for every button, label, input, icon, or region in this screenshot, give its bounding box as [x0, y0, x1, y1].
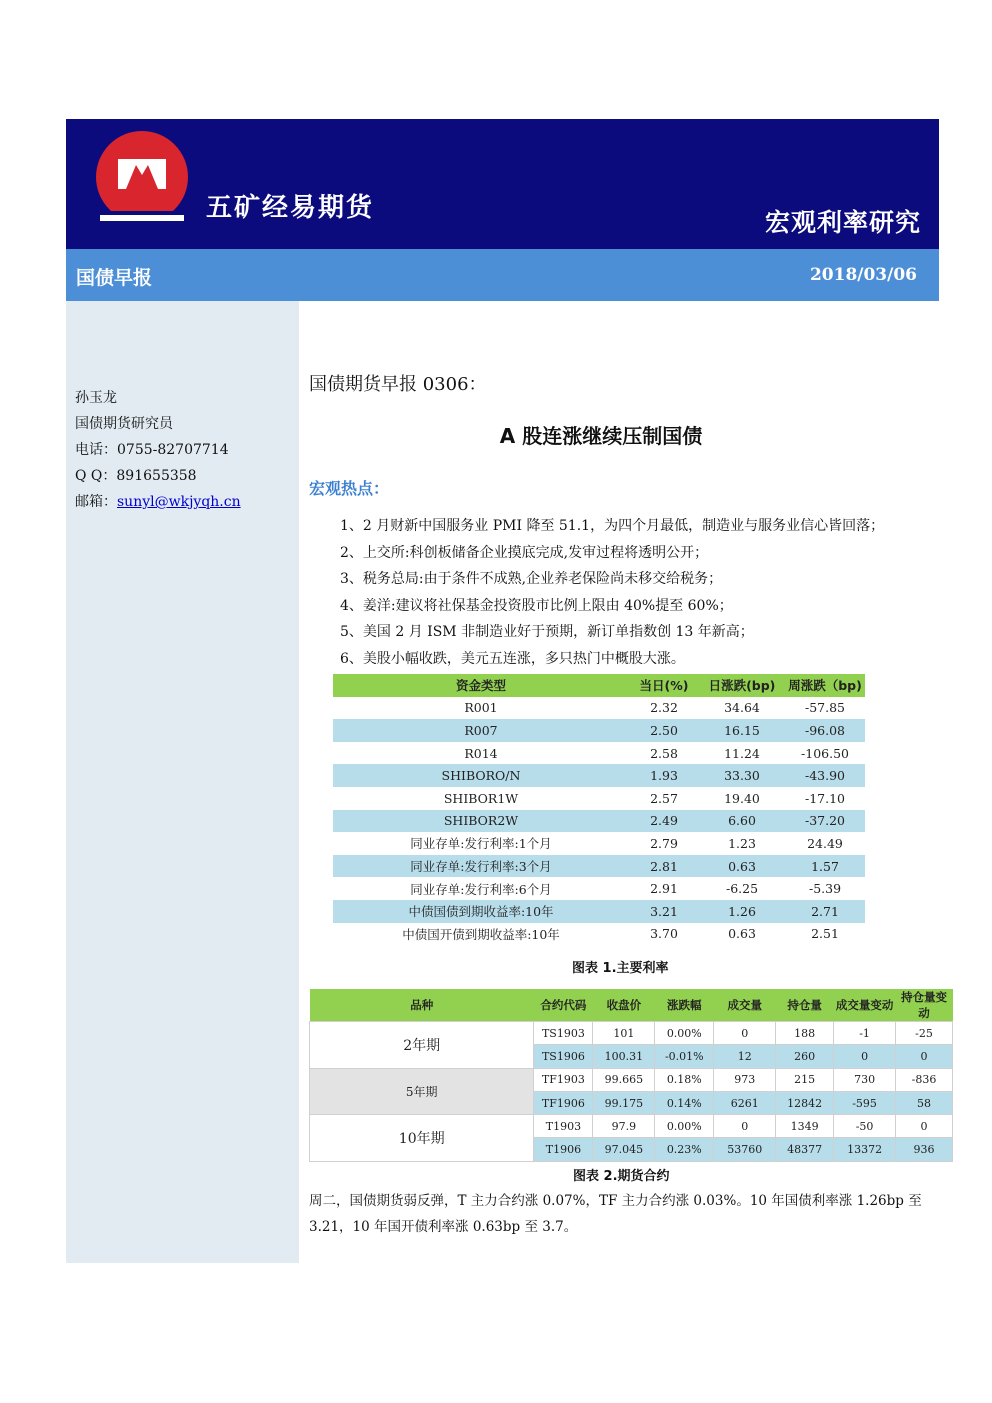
column-header: 周涨跌（bp) — [785, 674, 865, 697]
table-row — [333, 855, 865, 878]
table-cell: 0.00% — [655, 1022, 714, 1045]
news-item: 1、2 月财新中国服务业 PMI 降至 51.1，为四个月最低，制造业与服务业信心皆回落； — [340, 518, 885, 534]
table-cell: 101 — [593, 1022, 655, 1045]
table-cell: 2.50 — [629, 719, 699, 742]
futures-table — [309, 989, 953, 1162]
table-row — [333, 832, 865, 855]
company-name: 五矿经易期货 — [206, 193, 375, 223]
table-cell: 2.51 — [811, 926, 839, 942]
table-cell: TF1906 — [534, 1091, 593, 1114]
table-cell: 97.045 — [593, 1138, 655, 1161]
table-row — [333, 787, 865, 810]
table-cell: 188 — [776, 1022, 834, 1045]
table-cell: TS1903 — [534, 1022, 593, 1045]
table-cell: 1.23 — [728, 835, 756, 851]
table-cell: 1.93 — [629, 764, 699, 787]
table-cell: -43.90 — [785, 764, 865, 787]
news-item: 4、姜洋:建议将社保基金投资股市比例上限由 40%提至 60%； — [340, 597, 733, 614]
author-info — [75, 385, 241, 515]
news-list — [340, 513, 884, 672]
table-cell: 0.00% — [655, 1115, 714, 1138]
variety-cell: 10年期 — [310, 1115, 534, 1162]
column-header: 成交量 — [714, 989, 776, 1022]
table-row — [333, 900, 865, 923]
report-header — [66, 119, 939, 249]
table-cell: 24.49 — [807, 835, 843, 851]
column-header: 收盘价 — [593, 989, 655, 1022]
table-row — [310, 1068, 953, 1091]
table-row — [333, 764, 865, 787]
table-header-row — [333, 674, 865, 697]
author-role: 国债期货研究员 — [75, 416, 173, 432]
table-cell: 936 — [896, 1138, 953, 1161]
table-cell: 2.58 — [650, 745, 678, 761]
table-cell: 100.31 — [593, 1045, 655, 1068]
table-cell: TS1906 — [534, 1045, 593, 1068]
email-label: 邮箱： — [75, 494, 117, 510]
author-qq: Q Q：891655358 — [75, 468, 197, 484]
table-cell: 0 — [714, 1022, 776, 1045]
table-cell: SHIBOR2W — [333, 810, 629, 833]
table-cell: -17.10 — [804, 790, 845, 806]
table-cell: 0.14% — [655, 1091, 714, 1114]
table-cell: 33.30 — [699, 764, 785, 787]
table-row — [333, 810, 865, 833]
table-cell: R001 — [464, 700, 498, 716]
table-cell: 0 — [896, 1045, 953, 1068]
table-cell: -6.25 — [725, 881, 759, 897]
table-cell: T1906 — [534, 1138, 593, 1161]
table-cell: 同业存单:发行利率:1个月 — [410, 836, 552, 852]
table-cell: 1349 — [776, 1115, 834, 1138]
table-cell: 2.71 — [785, 900, 865, 923]
table-cell: 34.64 — [724, 700, 760, 716]
table-cell: 0 — [834, 1045, 896, 1068]
column-header: 资金类型 — [333, 674, 629, 697]
table-cell: 19.40 — [724, 790, 760, 806]
table-cell: 99.665 — [593, 1068, 655, 1091]
table-cell: -106.50 — [801, 745, 849, 761]
table-cell: -5.39 — [808, 881, 842, 897]
table-cell: 6261 — [714, 1091, 776, 1114]
table-cell: 97.9 — [593, 1115, 655, 1138]
table-cell: 973 — [714, 1068, 776, 1091]
report-category: 宏观利率研究 — [764, 208, 921, 237]
report-date: 2018/03/06 — [809, 265, 917, 285]
column-header: 日涨跌(bp) — [699, 674, 785, 697]
author-email-link[interactable]: sunyl@wkjyqh.cn — [117, 494, 241, 510]
table-cell: 1.26 — [699, 900, 785, 923]
table-cell: 12842 — [776, 1091, 834, 1114]
report-bar — [66, 249, 939, 301]
table-cell: TF1903 — [534, 1068, 593, 1091]
table-cell: 260 — [776, 1045, 834, 1068]
table-row — [333, 923, 865, 946]
news-item: 2、上交所:科创板储备企业摸底完成,发审过程将透明公开； — [340, 544, 709, 561]
table-cell: 11.24 — [724, 745, 760, 761]
table-cell: SHIBORO/N — [333, 764, 629, 787]
column-header: 合约代码 — [534, 989, 593, 1022]
table-cell: 2.81 — [629, 855, 699, 878]
table-cell: 6.60 — [699, 810, 785, 833]
table-cell: 99.175 — [593, 1091, 655, 1114]
table-cell: 0 — [714, 1115, 776, 1138]
table-cell: 1.57 — [785, 855, 865, 878]
table-row — [310, 1115, 953, 1138]
table-cell: -0.01% — [655, 1045, 714, 1068]
table-cell: 同业存单:发行利率:6个月 — [410, 881, 552, 897]
column-header: 持仓量 — [776, 989, 834, 1022]
table-cell: 中债国开债到期收益率:10年 — [402, 926, 560, 942]
news-item: 3、税务总局:由于条件不成熟,企业养老保险尚未移交给税务； — [340, 571, 723, 587]
table-cell: 53760 — [714, 1138, 776, 1161]
news-item: 6、美股小幅收跌，美元五连涨，多只热门中概股大涨。 — [340, 650, 685, 667]
section-title: 宏观热点： — [309, 479, 390, 498]
table-cell: 0 — [896, 1115, 953, 1138]
table-cell: 12 — [714, 1045, 776, 1068]
table-cell: 3.70 — [650, 926, 678, 942]
table-cell: -836 — [896, 1068, 953, 1091]
sidebar — [66, 301, 299, 1263]
table-cell: SHIBOR1W — [443, 790, 519, 806]
table-cell: 215 — [776, 1068, 834, 1091]
table-cell: -57.85 — [804, 700, 845, 716]
table-cell: 16.15 — [699, 719, 785, 742]
table-cell: -1 — [834, 1022, 896, 1045]
table-cell: 2.32 — [650, 700, 678, 716]
table-cell: 2.49 — [629, 810, 699, 833]
table-cell: R007 — [333, 719, 629, 742]
table-cell: -50 — [834, 1115, 896, 1138]
table-cell: 2.91 — [650, 881, 678, 897]
rates-table — [333, 674, 865, 945]
table-cell: 2.57 — [650, 790, 678, 806]
author-email-row — [75, 489, 241, 515]
table-cell: 同业存单:发行利率:3个月 — [333, 855, 629, 878]
column-header: 持仓量变动 — [896, 989, 953, 1022]
table-header-row — [310, 989, 953, 1022]
table-row — [333, 697, 865, 720]
column-header: 成交量变动 — [834, 989, 896, 1022]
table-caption: 图表 2.期货合约 — [573, 1169, 670, 1184]
table-cell: T1903 — [534, 1115, 593, 1138]
table-cell: -25 — [896, 1022, 953, 1045]
table-row — [333, 742, 865, 765]
table-row — [333, 877, 865, 900]
column-header: 品种 — [310, 989, 534, 1022]
variety-cell: 5年期 — [310, 1068, 534, 1115]
variety-cell: 2年期 — [310, 1022, 534, 1069]
headline: A 股连涨继续压制国债 — [499, 424, 703, 448]
table-cell: 2.79 — [650, 835, 678, 851]
table-row — [333, 719, 865, 742]
table-cell: 58 — [896, 1091, 953, 1114]
report-title: 国债期货早报 0306： — [309, 374, 487, 395]
table-cell: 3.21 — [629, 900, 699, 923]
author-phone: 电话：0755-82707714 — [75, 442, 229, 458]
table-cell: R014 — [464, 745, 498, 761]
table-cell: 48377 — [776, 1138, 834, 1161]
report-type: 国债早报 — [76, 267, 153, 289]
table-cell: 13372 — [834, 1138, 896, 1161]
table-cell: -96.08 — [785, 719, 865, 742]
table-cell: 0.63 — [728, 926, 756, 942]
table-caption: 图表 1.主要利率 — [572, 961, 669, 976]
column-header: 涨跌幅 — [655, 989, 714, 1022]
column-header: 当日(%) — [629, 674, 699, 697]
table-cell: 0.63 — [699, 855, 785, 878]
table-cell: 730 — [834, 1068, 896, 1091]
table-cell: -37.20 — [785, 810, 865, 833]
table-cell: 中债国债到期收益率:10年 — [333, 900, 629, 923]
minmetals-logo — [92, 131, 192, 231]
table-row — [310, 1022, 953, 1045]
market-comment: 周二，国债期货弱反弹，T 主力合约涨 0.07%，TF 主力合约涨 0.03%。10 年国债利率涨 1.26bp 至 3.21，10 年国开债利率涨 0.63bp 至 3.7。 — [309, 1193, 922, 1235]
table-cell: -595 — [834, 1091, 896, 1114]
table-cell: 0.23% — [655, 1138, 714, 1161]
author-name: 孙玉龙 — [75, 390, 117, 406]
news-item: 5、美国 2 月 ISM 非制造业好于预期，新订单指数创 13 年新高； — [340, 624, 754, 640]
table-cell: 0.18% — [655, 1068, 714, 1091]
